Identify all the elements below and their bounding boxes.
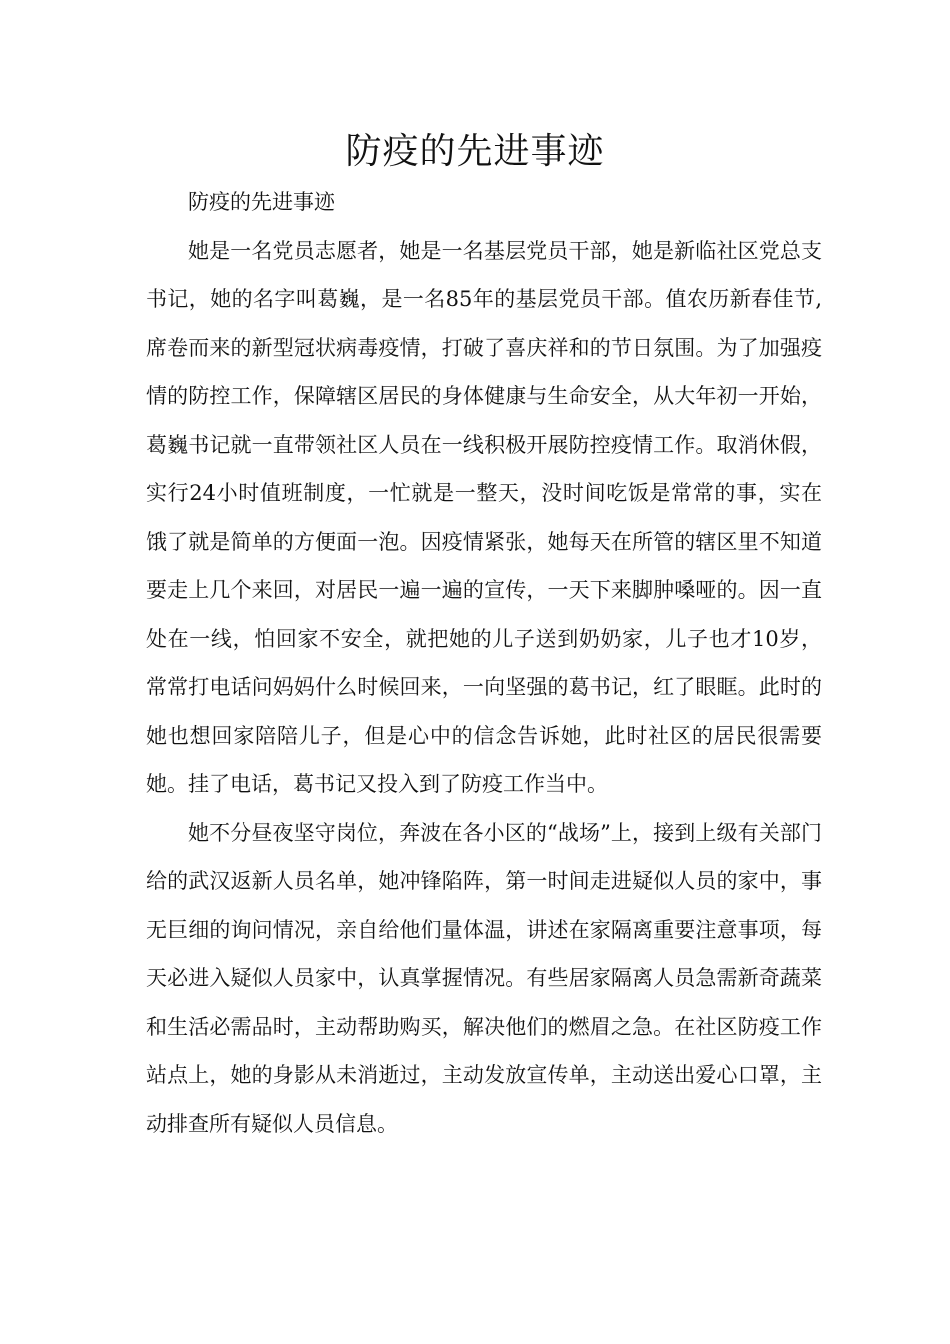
document-body (146, 178, 822, 1148)
paragraph-1: 她是一名党员志愿者，她是一名基层党员干部，她是新临社区党总支书记，她的名字叫葛巍，是一名85年的基层党员干部。值农历新春佳节,席卷而来的新型冠状病毒疫情，打破了喜庆祥和的节日氛围。为了加强疫情的防控工作，保障辖区居民的身体健康与生命安全，从大年初一开始，葛巍书记就一直带领社区人员在一线积极开展防控疫情工作。取消休假，实行24小时值班制度，一忙就是一整天，没时间吃饭是常常的事，实在饿了就是简单的方便面一泡。因疫情紧张，她每天在所管的辖区里不知道要走上几个来回，对居民一遍一遍的宣传，一天下来脚肿嗓哑的。因一直处在一线，怕回家不安全，就把她的儿子送到奶奶家，儿子也才10岁，常常打电话问妈妈什么时候回来，一向坚强的葛书记，红了眼眶。此时的她也想回家陪陪儿子，但是心中的信念告诉她，此时社区的居民很需要她。挂了电话，葛书记又投入到了防疫工作当中。 (146, 238, 822, 796)
paragraph-subtitle: 防疫的先进事迹 (188, 190, 335, 214)
paragraph-2: 她不分昼夜坚守岗位，奔波在各小区的“战场”上，接到上级有关部门给的武汉返新人员名单，她冲锋陷阵，第一时间走进疑似人员的家中，事无巨细的询问情况，亲自给他们量体温，讲述在家隔离重要注意事项，每天必进入疑似人员家中，认真掌握情况。有些居家隔离人员急需新奇蔬菜和生活必需品时，主动帮助购买，解决他们的燃眉之急。在社区防疫工作站点上，她的身影从未消逝过，主动发放宣传单，主动送出爱心口罩，主动排查所有疑似人员信息。 (146, 820, 822, 1136)
document-title: 防疫的先进事迹 (345, 131, 605, 172)
